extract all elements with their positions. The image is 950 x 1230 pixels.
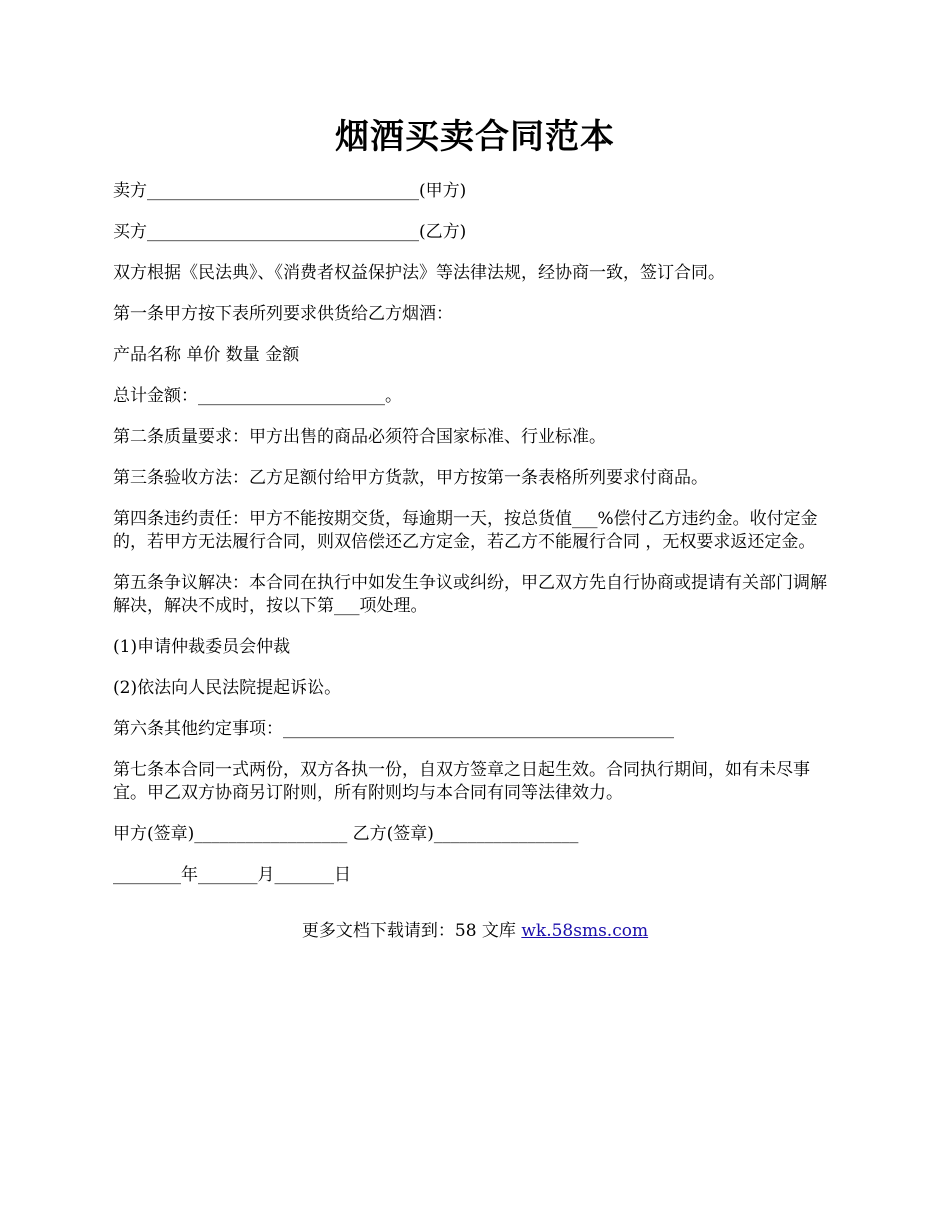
- download-footer: [0, 920, 950, 943]
- total-amount-line: 总计金额：______________________。: [113, 386, 402, 406]
- document-body: [113, 180, 841, 905]
- seller-line: 卖方________________________________(甲方): [113, 181, 467, 201]
- article-1-paragraph: 第一条甲方按下表所列要求供货给乙方烟酒：: [113, 304, 453, 324]
- footer-prefix-text: 更多文档下载请到：58 文库: [301, 921, 522, 941]
- article-4-paragraph: 第四条违约责任：甲方不能按期交货，每逾期一天，按总货值___%偿付乙方违约金。收付定金的，若甲方无法履行合同，则双倍偿还乙方定金，若乙方不能履行合同 ，无权要求返还定金。: [113, 509, 818, 552]
- article-6-paragraph: 第六条其他约定事项：______________________________________________: [113, 719, 674, 739]
- footer-download-link[interactable]: wk.58sms.com: [521, 921, 649, 941]
- article-3-paragraph: 第三条验收方法：乙方足额付给甲方货款，甲方按第一条表格所列要求付商品。: [113, 468, 708, 488]
- product-table-header: 产品名称 单价 数量 金额: [113, 345, 300, 365]
- buyer-line: 买方________________________________(乙方): [113, 222, 467, 242]
- article-7-paragraph: 第七条本合同一式两份，双方各执一份，自双方签章之日起生效。合同执行期间，如有未尽事宜。甲乙双方协商另订附则，所有附则均与本合同有同等法律效力。: [113, 760, 810, 803]
- option-2-line: (2)依法向人民法院提起诉讼。: [113, 678, 342, 698]
- date-line: ________年_______月_______日: [113, 865, 351, 885]
- option-1-line: (1)申请仲裁委员会仲裁: [113, 637, 291, 657]
- article-2-paragraph: 第二条质量要求：甲方出售的商品必须符合国家标准、行业标准。: [113, 427, 606, 447]
- document-title: 烟酒买卖合同范本: [335, 117, 615, 157]
- preamble-paragraph: 双方根据《民法典》、《消费者权益保护法》等法律法规，经协商一致，签订合同。: [113, 263, 725, 283]
- signature-line: 甲方(签章)__________________ 乙方(签章)_________________: [113, 824, 579, 844]
- article-5-paragraph: 第五条争议解决：本合同在执行中如发生争议或纠纷，甲乙双方先自行协商或提请有关部门调解解决，解决不成时，按以下第___项处理。: [113, 573, 827, 616]
